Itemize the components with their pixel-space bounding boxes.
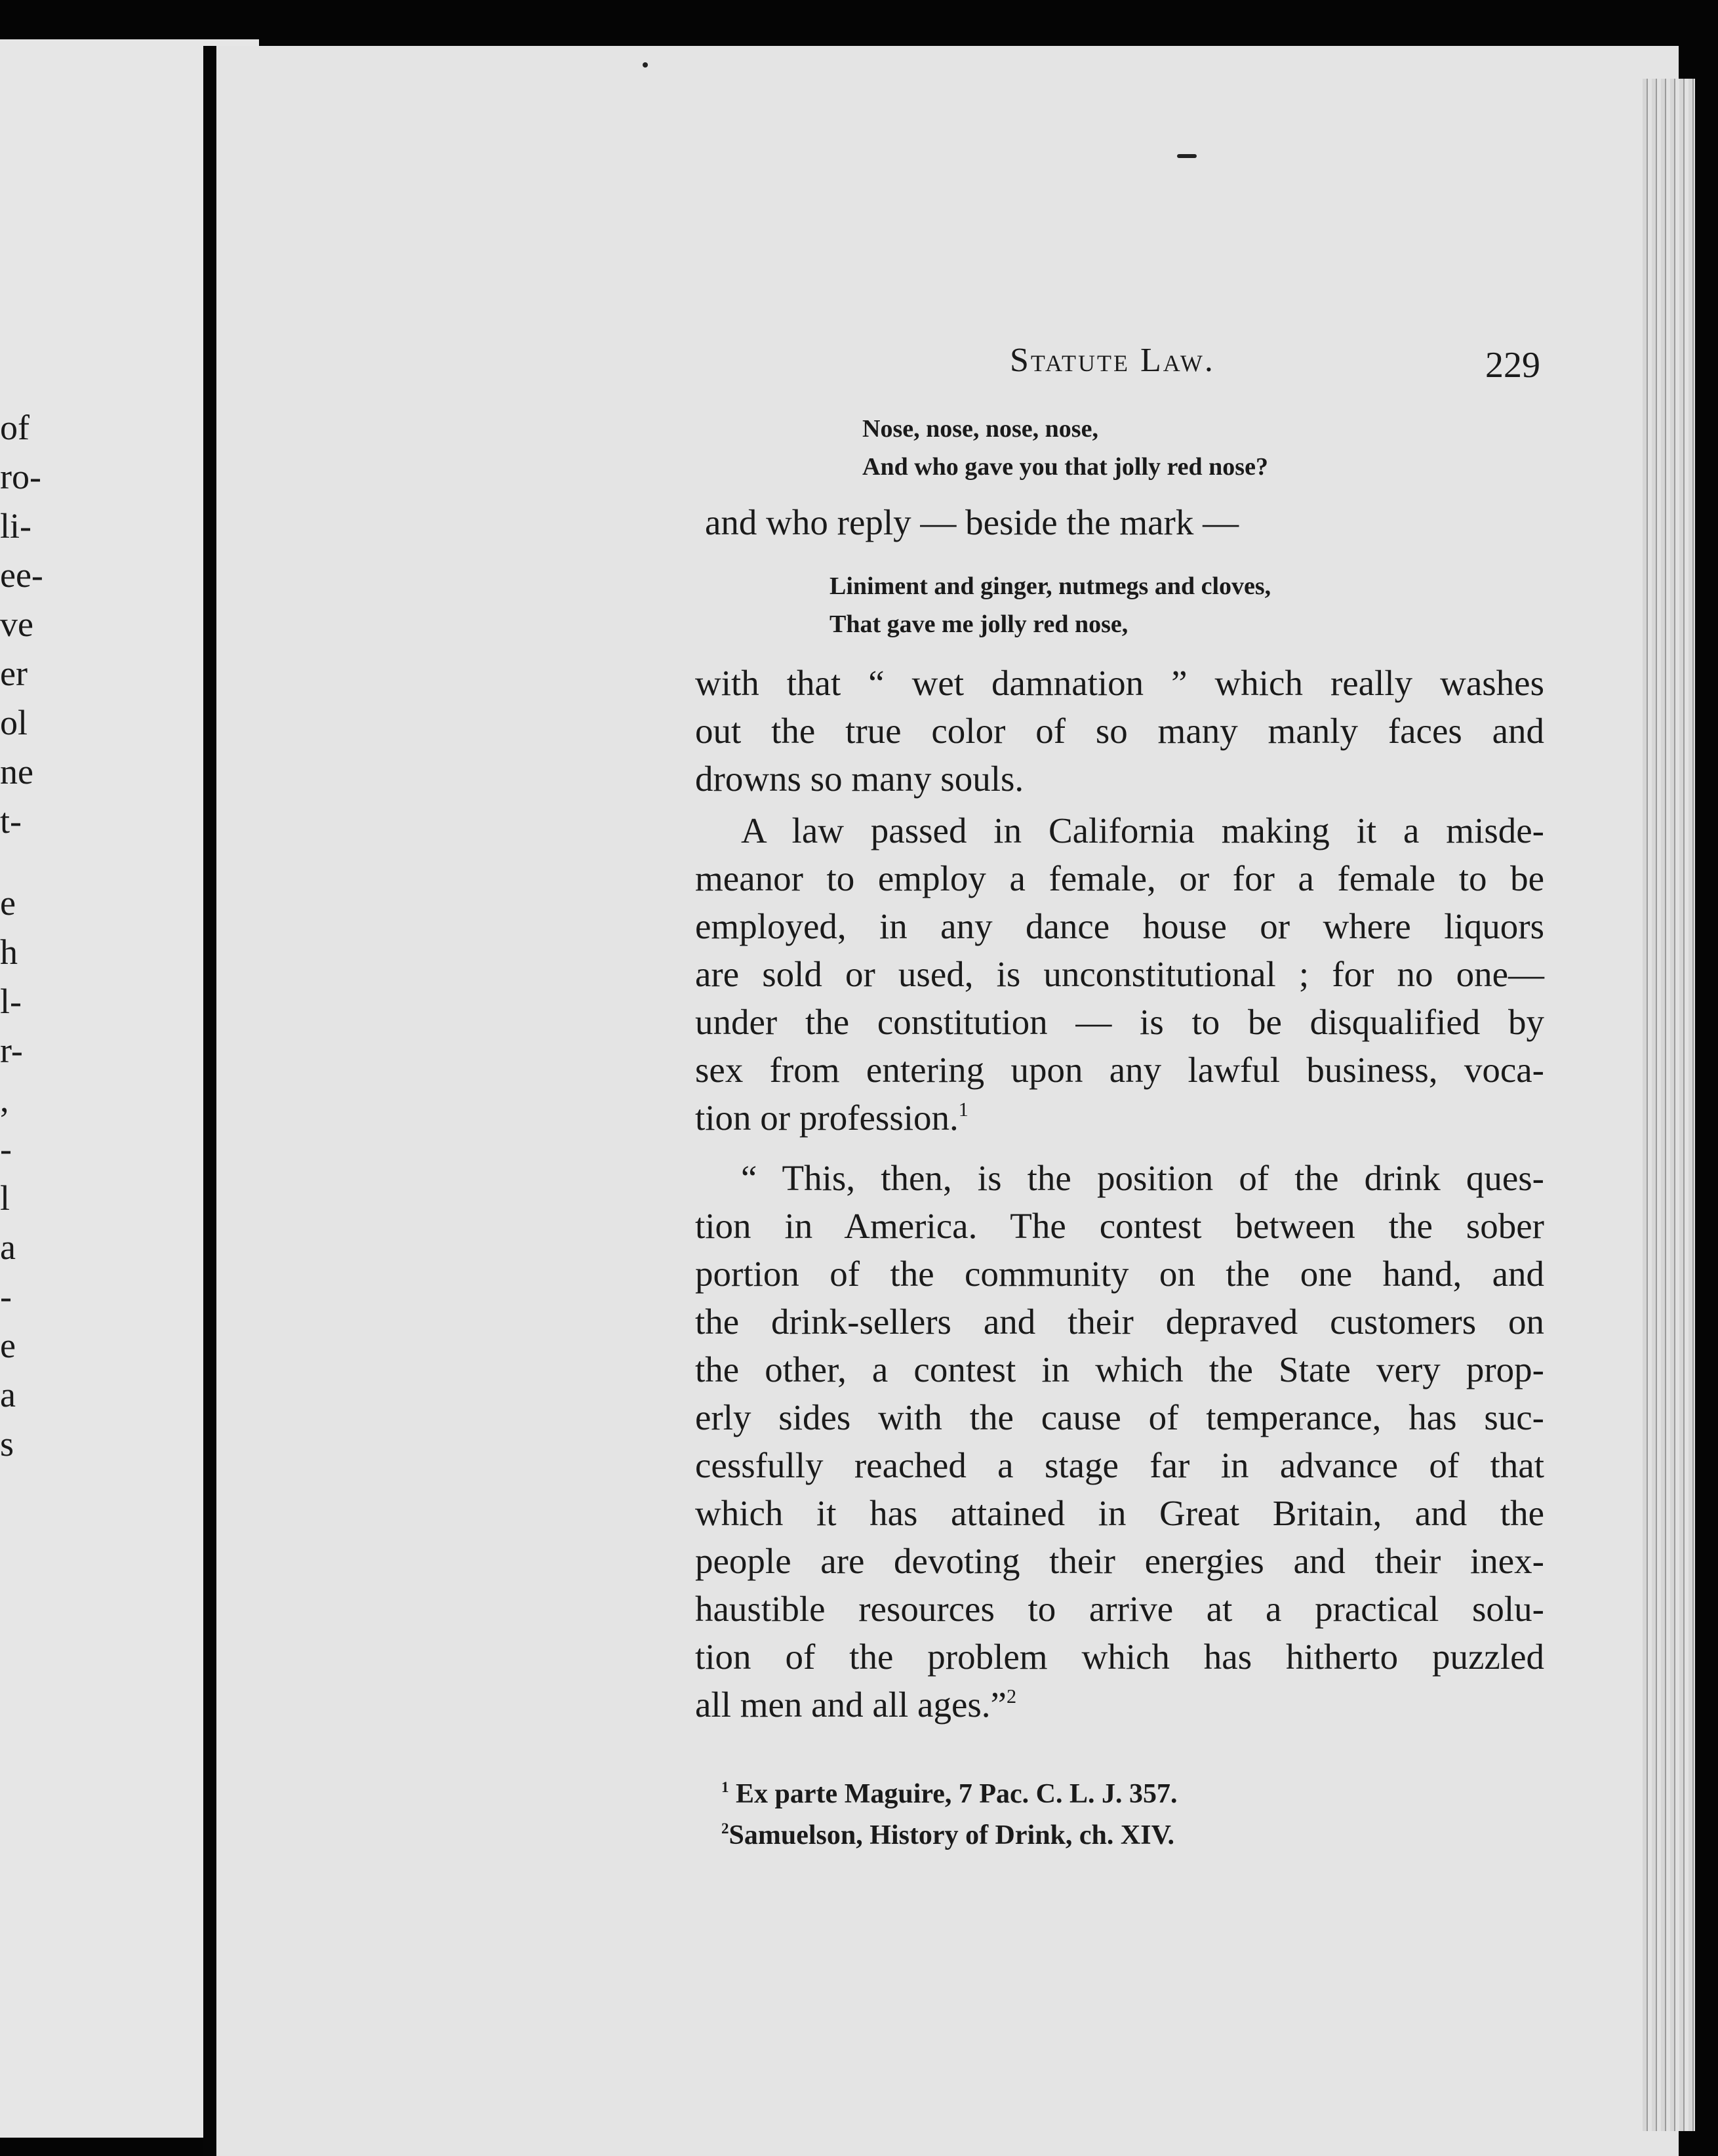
body-line: and who reply — beside the mark — — [705, 502, 1239, 542]
facing-line: e — [0, 1326, 16, 1365]
facing-line: e — [0, 883, 16, 923]
facing-line: s — [0, 1424, 14, 1464]
paragraph — [695, 807, 1544, 1142]
facing-line: ve — [0, 605, 33, 644]
verse-quotation — [829, 567, 1271, 643]
paragraph-line-text: tion or profession. — [695, 1098, 959, 1138]
facing-line: l- — [0, 982, 22, 1021]
facing-line: of — [0, 408, 30, 447]
footnote-reference: 1 — [958, 1098, 969, 1121]
page-edges — [1643, 79, 1695, 2131]
verse-line: That gave me jolly red nose, — [829, 610, 1129, 638]
facing-line: - — [0, 1277, 12, 1316]
verse-line: Nose, nose, nose, nose, — [862, 415, 1098, 443]
facing-line: er — [0, 654, 28, 693]
page-content — [216, 46, 1679, 2156]
facing-line: a — [0, 1375, 16, 1414]
paragraph-line: employed, in any dance house or where liquors — [695, 906, 1544, 946]
footnote-text: Samuelson, History of Drink, ch. XIV. — [729, 1820, 1175, 1850]
paragraph-line: tion of the problem which has hitherto puzzled — [695, 1637, 1544, 1677]
facing-line: ol — [0, 703, 28, 742]
facing-line: t- — [0, 801, 22, 841]
quotation-paragraph — [695, 1154, 1544, 1728]
paragraph-line: haustible resources to arrive at a practical solu- — [695, 1589, 1544, 1629]
paragraph-line: the other, a contest in which the State very prop- — [695, 1349, 1544, 1389]
footnote — [721, 1815, 1178, 1856]
footnote — [721, 1774, 1178, 1815]
book-page — [216, 46, 1679, 2156]
facing-line: a — [0, 1228, 16, 1267]
footnote-text: Ex parte Maguire, 7 Pac. C. L. J. 357. — [736, 1779, 1178, 1809]
print-speck — [643, 62, 648, 68]
paragraph-line: are sold or used, is unconstitutional ; for no one— — [695, 954, 1544, 994]
paragraph-line: A law passed in California making it a misde- — [741, 810, 1544, 850]
paragraph-line: people are devoting their energies and their inex- — [695, 1541, 1544, 1581]
facing-line: r- — [0, 1031, 23, 1070]
footnotes — [721, 1774, 1178, 1856]
paragraph-line: out the true color of so many manly faces and — [695, 711, 1544, 751]
facing-line: ne — [0, 752, 33, 791]
paragraph-line: sex from entering upon any lawful business, voca- — [695, 1050, 1544, 1090]
facing-line: li- — [0, 506, 31, 546]
paragraph-line: meanor to employ a female, or for a female to be — [695, 858, 1544, 898]
page-number: 229 — [1485, 345, 1540, 386]
paragraph-line: under the constitution — is to be disqualified by — [695, 1002, 1544, 1042]
paragraph-line: drowns so many souls. — [695, 759, 1024, 799]
paragraph-line-text: all men and all ages.” — [695, 1685, 1007, 1725]
facing-line: h — [0, 932, 18, 972]
facing-line: l — [0, 1178, 10, 1218]
verse-line: And who gave you that jolly red nose? — [862, 453, 1268, 481]
paragraph-line: erly sides with the cause of temperance, has suc- — [695, 1397, 1544, 1437]
paragraph-line — [695, 1681, 1544, 1728]
paragraph-line: portion of the community on the one hand, and — [695, 1254, 1544, 1294]
footnote-mark: 2 — [721, 1819, 729, 1837]
verse-line: Liniment and ginger, nutmegs and cloves, — [829, 572, 1271, 600]
print-speck — [1177, 154, 1197, 158]
footnote-reference: 2 — [1006, 1685, 1017, 1707]
verse-quotation — [862, 410, 1268, 486]
paragraph-line: the drink-sellers and their depraved customers on — [695, 1302, 1544, 1342]
paragraph-line: “ This, then, is the position of the drink ques- — [741, 1158, 1544, 1198]
paragraph — [695, 659, 1544, 803]
facing-line: , — [0, 1080, 9, 1119]
paragraph-line: with that “ wet damnation ” which really washes — [695, 663, 1544, 703]
paragraph-line: cessfully reached a stage far in advance of that — [695, 1445, 1544, 1485]
facing-line: ro- — [0, 457, 41, 496]
paragraph-line — [695, 1094, 1544, 1142]
facing-page-text — [0, 403, 66, 1469]
facing-line: - — [0, 1129, 12, 1168]
running-head: Statute Law. — [1010, 342, 1215, 379]
paragraph-line: tion in America. The contest between the sober — [695, 1206, 1544, 1246]
facing-line: ee- — [0, 555, 43, 595]
footnote-mark: 1 — [721, 1778, 729, 1795]
facing-line-gap — [0, 846, 66, 879]
paragraph-line: which it has attained in Great Britain, and the — [695, 1493, 1544, 1533]
